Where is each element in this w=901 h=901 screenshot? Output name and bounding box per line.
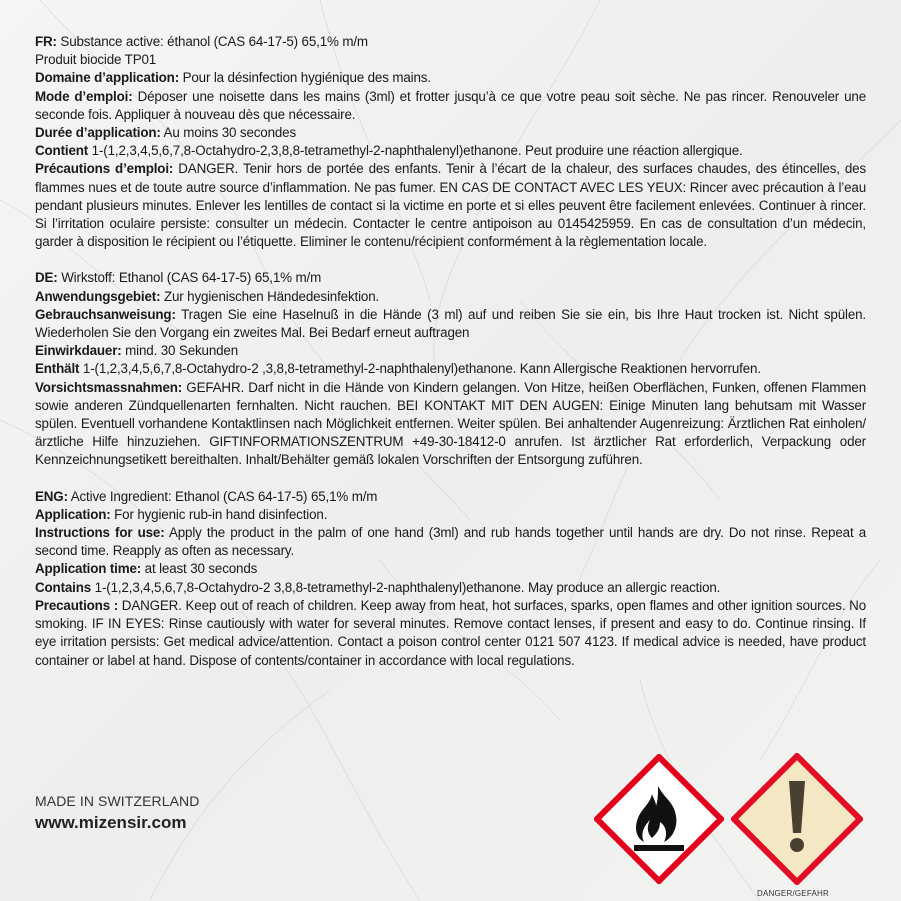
eng-line-3: Instructions for use: Apply the product in the palm of one hand (3ml) and rub hands together until hands are dry. Do not rinse. Repeat a second time. Reapply as often as necessary.	[35, 525, 866, 559]
fr-line-3: Domaine d’application: Pour la désinfection hygiénique des mains.	[35, 70, 431, 86]
section-fr	[35, 33, 866, 251]
section-eng	[35, 488, 866, 670]
website-link[interactable]: www.mizensir.com	[35, 813, 187, 832]
de-line-3: Gebrauchsanweisung: Tragen Sie eine Haselnuß in die Hände (3 ml) auf und reiben Sie sie ein, bis Ihre Haut trocken ist. Nicht spülen. Wiederholen Sie den Vorgang ein zweites Mal. Bei Bedarf erneut auftragen	[35, 306, 866, 341]
eng-line-4: Application time: at least 30 seconds	[35, 561, 258, 577]
exclamation-pictogram	[731, 753, 863, 885]
de-line-4: Einwirkdauer: mind. 30 Sekunden	[35, 343, 239, 359]
fr-line-5: Durée d’application: Au moins 30 secondes	[35, 125, 297, 141]
fr-line-1: FR: Substance active: éthanol (CAS 64-17-5) 65,1% m/m	[35, 34, 368, 49]
pictogram-caption: DANGER/GEFAHR	[757, 889, 829, 898]
fr-line-6: Contient 1-(1,2,3,4,5,6,7,8-Octahydro-2,3,8,8-tetramethyl-2-naphthalenyl)ethanone. Peut produire une réaction allergique.	[35, 143, 743, 159]
eng-line-6: Precautions : DANGER. Keep out of reach of children. Keep away from heat, hot surfaces, sparks, open flames and other ignition sources. No smoking. IF IN EYES: Rinse cautiously with water for several minutes. Remove contact lenses, if present and easy to do. Continue rinsing. If eye irritation persists: Get medical advice/attention. Contact a poison control center 0121 507 4123. If medical advice is needed, have product container or label at hand. Dispose of contents/container in accordance with local regulations.	[35, 597, 866, 668]
fr-line-7: Précautions d’emploi: DANGER. Tenir hors de portée des enfants. Tenir à l’écart de la chaleur, des surfaces chaudes, des étincelles, des flammes nues et de toute autre source d’inflammation. Ne pas fumer. EN CAS DE CONTACT AVEC LES YEUX: Rincer avec précaution à l’eau pendant plusieurs minutes. Enlever les lentilles de contact si la victime en porte et si elles peuvent être facilement enlevées. Continuer à rincer. Si l’irritation oculaire persiste: consulter un médecin. Contacter le centre antipoison au 0145425959. En cas de consultation d’un médecin, garder à disposition le récipient ou l’étiquette. Eliminer le contenu/récipient conformément à la règlementation locale.	[35, 161, 867, 250]
de-line-5: Enthält 1-(1,2,3,4,5,6,7,8-Octahydro-2 ,3,8,8-tetramethyl-2-naphthalenyl)ethanone. Kann Allergische Reaktionen hervorrufen.	[35, 361, 761, 377]
eng-line-2: Application: For hygienic rub-in hand disinfection.	[35, 506, 328, 522]
section-de	[35, 269, 866, 469]
fr-line-2: Produit biocide TP01	[35, 52, 157, 68]
de-line-1: DE: Wirkstoff: Ethanol (CAS 64-17-5) 65,1% m/m	[35, 270, 322, 286]
label-text-content	[35, 33, 866, 688]
eng-line-1: ENG: Active Ingredient: Ethanol (CAS 64-17-5) 65,1% m/m	[35, 488, 378, 504]
flame-pictogram	[594, 754, 724, 884]
footer	[35, 793, 199, 833]
eng-line-5: Contains 1-(1,2,3,4,5,6,7,8-Octahydro-2 3,8,8-tetramethyl-2-naphthalenyl)ethanone. May produce an allergic reaction.	[35, 579, 721, 595]
made-in-text: MADE IN SWITZERLAND	[35, 793, 200, 809]
de-line-6: Vorsichtsmassnahmen: GEFAHR. Darf nicht in die Hände von Kindern gelangen. Von Hitze, heißen Oberflächen, Funken, offenen Flammen sowie anderen Zündquellenarten fernhalten. Nicht rauchen. BEI KONTAKT MIT DEN AUGEN: Einige Minuten lang behutsam mit Wasser spülen. Eventuell vorhandene Kontaktlinsen nach Möglichkeit entfernen. Weiter spülen. Bei anhaltender Augenreizung: Ärztlichen Rat einholen/ärztliche Hilfe hinzuziehen. GIFTINFORMATIONSZENTRUM +49-30-18412-0 anrufen. Ist ärztlicher Rat erforderlich, Verpackung oder Kennzeichnungsetikett bereithalten. Inhalt/Behälter gemäß lokalen Vorschriften der Entsorgung zuführen.	[35, 379, 866, 468]
fr-line-4: Mode d’emploi: Déposer une noisette dans les mains (3ml) et frotter jusqu’à ce que votre peau soit sèche. Ne pas rincer. Renouveler une seconde fois. Appliquer à nouveau dès que nécessaire.	[35, 88, 867, 122]
de-line-2: Anwendungsgebiet: Zur hygienischen Händedesinfektion.	[35, 288, 380, 304]
